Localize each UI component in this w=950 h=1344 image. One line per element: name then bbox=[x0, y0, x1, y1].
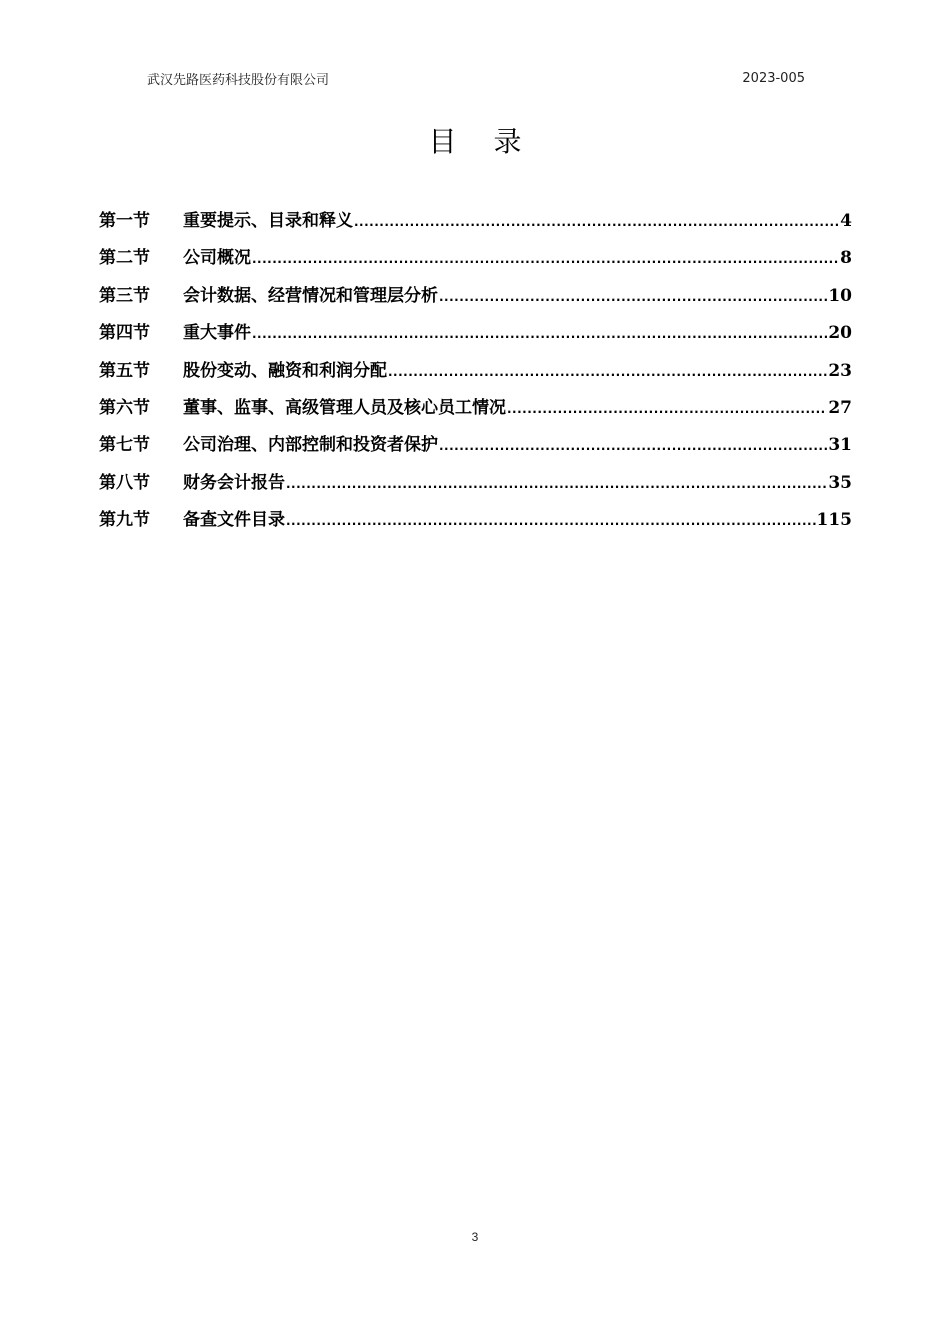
page-header bbox=[147, 68, 805, 88]
toc-page-number: 4 bbox=[840, 211, 852, 231]
toc-section-number: 第九节 bbox=[99, 510, 150, 531]
toc-entry[interactable] bbox=[99, 465, 852, 502]
toc-entry[interactable] bbox=[99, 315, 852, 352]
document-code: 2023-005 bbox=[742, 70, 805, 86]
toc-entry[interactable] bbox=[99, 203, 852, 240]
toc-dot-leader bbox=[354, 203, 839, 241]
toc-section-title: 公司概况 bbox=[183, 248, 251, 269]
toc-dot-leader bbox=[286, 465, 827, 503]
toc-page-number: 20 bbox=[828, 323, 852, 344]
toc-section-number: 第八节 bbox=[99, 472, 150, 493]
toc-section-title: 备查文件目录 bbox=[183, 510, 285, 531]
toc-dot-leader bbox=[252, 240, 839, 278]
toc-page-number: 8 bbox=[840, 248, 852, 269]
toc-page-number: 10 bbox=[828, 285, 852, 306]
toc-section-number: 第二节 bbox=[99, 248, 150, 269]
table-of-contents bbox=[99, 203, 852, 540]
toc-page-number: 27 bbox=[828, 397, 852, 418]
toc-entry[interactable] bbox=[99, 427, 852, 464]
toc-dot-leader bbox=[388, 353, 827, 391]
toc-section-title: 董事、监事、高级管理人员及核心员工情况 bbox=[183, 397, 506, 418]
toc-entry[interactable] bbox=[99, 502, 852, 539]
toc-section-title: 会计数据、经营情况和管理层分析 bbox=[183, 285, 438, 306]
page-title: 目 录 bbox=[428, 125, 536, 158]
toc-section-title: 公司治理、内部控制和投资者保护 bbox=[183, 435, 438, 456]
toc-section-number: 第七节 bbox=[99, 435, 150, 456]
toc-page-number: 115 bbox=[816, 510, 852, 531]
company-name: 武汉先路医药科技股份有限公司 bbox=[147, 72, 330, 88]
toc-section-number: 第四节 bbox=[99, 323, 150, 344]
toc-entry[interactable] bbox=[99, 390, 852, 427]
footer-page-number: 3 bbox=[471, 1230, 479, 1244]
toc-section-title: 重大事件 bbox=[183, 323, 251, 344]
toc-section-number: 第五节 bbox=[99, 360, 150, 381]
toc-section-number: 第一节 bbox=[99, 211, 150, 231]
toc-section-number: 第三节 bbox=[99, 285, 150, 306]
toc-entry[interactable] bbox=[99, 353, 852, 390]
toc-section-title: 重要提示、目录和释义 bbox=[183, 211, 353, 231]
toc-section-number: 第六节 bbox=[99, 397, 150, 418]
toc-entry[interactable] bbox=[99, 278, 852, 315]
toc-dot-leader bbox=[252, 315, 827, 353]
toc-section-title: 财务会计报告 bbox=[183, 472, 285, 493]
toc-dot-leader bbox=[286, 502, 816, 540]
toc-dot-leader bbox=[507, 390, 827, 428]
toc-page-number: 35 bbox=[828, 472, 852, 493]
toc-dot-leader bbox=[439, 427, 827, 465]
toc-page-number: 23 bbox=[828, 360, 852, 381]
toc-page-number: 31 bbox=[828, 435, 852, 456]
toc-entry[interactable] bbox=[99, 240, 852, 277]
toc-section-title: 股份变动、融资和利润分配 bbox=[183, 360, 387, 381]
toc-dot-leader bbox=[439, 278, 827, 316]
